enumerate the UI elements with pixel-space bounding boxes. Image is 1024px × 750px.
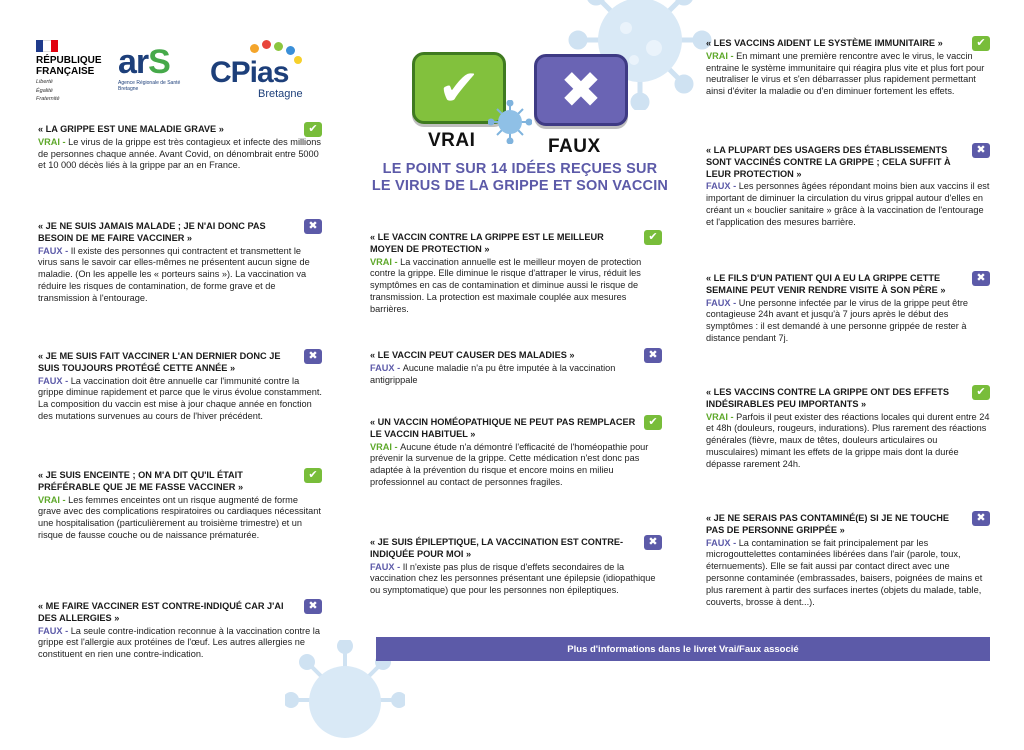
idea-item [370, 417, 662, 489]
verdict-separator: - [59, 136, 69, 147]
verdict-label: VRAI [38, 494, 60, 505]
idea-question: « UN VACCIN HOMÉOPATHIQUE NE PEUT PAS REMPLACER LE VACCIN HABITUEL » [370, 417, 636, 439]
idea-item [706, 513, 990, 608]
verdict-label: FAUX [38, 245, 63, 256]
verdict-separator: - [62, 625, 71, 636]
idea-answer [370, 363, 662, 387]
idea-explanation: La contamination se fait principalement par les microgouttelettes contaminées libérées dans l'air (parole, toux, éternuements). Elle se fait aussi par contact direct avec une personne contaminée (embrassades, baisers, poignées de mains et plus rarement à partir des surfaces inertes (objets du malade, table, couverts, brosse à dent...). [706, 537, 983, 607]
idea-question: « LES VACCINS CONTRE LA GRIPPE ONT DES EFFETS INDÉSIRABLES PEU IMPORTANTS » [706, 387, 949, 409]
idea-answer [706, 51, 990, 98]
verdict-label: VRAI [38, 136, 60, 147]
idea-explanation: Parfois il peut exister des réactions locales qui durent entre 24 et 48h (douleurs, rougeurs, indurations). Plus rarement des réactions générales (fièvre, maux de têtes, douleurs articulaires ou musculaires) mimant les effets de la grippe mais dont la durée dépasse rarement 24h. [706, 411, 990, 469]
idea-answer [370, 562, 662, 597]
idea-item [706, 387, 990, 471]
faux-badge-icon: ✖ [304, 599, 322, 614]
idea-item [38, 124, 322, 172]
logos-header [36, 40, 306, 110]
verdict-label: FAUX [38, 375, 63, 386]
idea-question: « JE ME SUIS FAIT VACCINER L'AN DERNIER DONC JE SUIS TOUJOURS PROTÉGÉ CETTE ANNÉE » [38, 351, 281, 373]
verdict-label: FAUX [706, 297, 731, 308]
idea-item [706, 38, 990, 98]
idea-item [370, 537, 662, 597]
idea-answer [370, 257, 662, 316]
verdict-separator: - [62, 375, 71, 386]
idea-explanation: Aucune étude n'a démontré l'efficacité de l'homéopathie pour prévenir la survenue de la grippe. Cette médication n'est donc pas adaptée à la prévention du risque et encore moins en milieu professionnel au contact de personnes fragiles. [370, 441, 649, 487]
faux-badge-icon: ✖ [972, 271, 990, 286]
verdict-label: VRAI [370, 256, 392, 267]
title-line-2: LE VIRUS DE LA GRIPPE ET SON VACCIN [371, 178, 669, 194]
idea-answer [706, 412, 990, 471]
idea-item [38, 221, 322, 305]
idea-item [38, 351, 322, 423]
verdict-separator: - [59, 494, 69, 505]
verdict-separator: - [727, 411, 737, 422]
idea-item [38, 470, 322, 542]
title-line-1: LE POINT SUR 14 IDÉES REÇUES SUR [382, 161, 658, 177]
idea-explanation: La vaccination doit être annuelle car l'immunité contre la grippe diminue rapidement et parce que le virus évolue constamment. La composition du vaccin est mise à jour chaque année en fonction des mutations survenues au cours de l'hiver précédent. [38, 375, 322, 421]
ars-logo [118, 44, 196, 96]
verdict-label: FAUX [370, 561, 395, 572]
vrai-badge-icon: ✔ [972, 36, 990, 51]
cpias-region: Bretagne [258, 88, 303, 100]
idea-explanation: Les femmes enceintes ont un risque augmenté de forme grave avec des complications respiratoires ou cardiaques nécessitant une hospitalisation (particulièrement au troisième trimestre) et un risque de fausse couche ou de naissance prématurée. [38, 494, 321, 540]
cpias-word: CPias [210, 56, 289, 89]
idea-explanation: La vaccination annuelle est le meilleur moyen de protection contre la grippe. Elle diminue le risque d'attraper le virus, réduit les symptômes en cas de contamination et diminue aussi le risque de transmission. La protection est maximale couplée aux mesures barrières. [370, 256, 642, 314]
vrai-label: VRAI [428, 130, 476, 151]
republique-francaise-logo [36, 40, 108, 103]
idea-item [38, 601, 322, 661]
idea-answer [38, 246, 322, 305]
verdict-label: VRAI [706, 411, 728, 422]
vrai-badge-icon: ✔ [644, 230, 662, 245]
idea-item [706, 145, 990, 229]
idea-explanation: Les personnes âgées répondant moins bien aux vaccins il est important de diminuer la circulation du virus grippal autour d'elles en créant un « bouclier sanitaire » grâce à la vaccination de l'entourage et l'application des mesures barrière. [706, 181, 990, 227]
motto-fraternite: Fraternité [36, 96, 60, 102]
idea-item [706, 273, 990, 345]
vrai-badge-icon: ✔ [304, 122, 322, 137]
ars-word-s: S [148, 43, 170, 81]
idea-question: « JE SUIS ÉPILEPTIQUE, LA VACCINATION EST CONTRE-INDIQUÉE POUR MOI » [370, 537, 624, 559]
idea-answer [38, 376, 322, 423]
page-title [370, 161, 670, 195]
idea-answer [38, 137, 322, 172]
more-info-text: Plus d'informations dans le livret Vrai/Faux associé [567, 643, 799, 655]
faux-badge-icon: ✖ [304, 349, 322, 364]
idea-explanation: Le virus de la grippe est très contagieux et infecte des millions de personnes chaque année. Avant Covid, on dénombrait entre 5000 et 10 000 décès liés à la grippe par an en France. [38, 136, 321, 171]
idea-explanation: Aucune maladie n'a pu être imputée à la vaccination antigrippale [370, 362, 616, 385]
cpias-logo [210, 40, 306, 100]
idea-item [370, 232, 662, 316]
idea-explanation: Une personne infectée par le virus de la grippe peut être contagieuse 24h avant et jusqu'à 7 jours après le début des symptômes : il est demandé à une personne grippée de rester à distance pendant 7j. [706, 297, 969, 343]
verdict-separator: - [730, 537, 739, 548]
vrai-badge-icon: ✔ [644, 415, 662, 430]
motto-egalite: Égalité [36, 87, 53, 94]
verdict-separator: - [394, 561, 403, 572]
ars-word: ar [118, 43, 149, 81]
idea-question: « LE VACCIN CONTRE LA GRIPPE EST LE MEILLEUR MOYEN DE PROTECTION » [370, 232, 604, 254]
verdict-separator: - [394, 362, 403, 373]
check-icon: ✔ [412, 52, 506, 124]
faux-badge-icon: ✖ [972, 511, 990, 526]
verdict-label: FAUX [38, 625, 63, 636]
verdict-separator: - [730, 181, 739, 192]
idea-question: « LA GRIPPE EST UNE MALADIE GRAVE » [38, 124, 224, 134]
french-flag-icon [36, 40, 58, 52]
ars-subtitle: Agence Régionale de Santé [118, 80, 181, 86]
faux-badge-icon: ✖ [304, 219, 322, 234]
republique-line1: RÉPUBLIQUE [36, 55, 102, 66]
verdict-separator: - [727, 50, 737, 61]
idea-question: « LE FILS D'UN PATIENT QUI A EU LA GRIPPE CETTE SEMAINE PEUT VENIR RENDRE VISITE À SON PÈRE » [706, 273, 946, 295]
verdict-separator: - [391, 441, 401, 452]
faux-badge-icon: ✖ [644, 348, 662, 363]
idea-question: « LA PLUPART DES USAGERS DES ÉTABLISSEMENTS SONT VACCINÉS CONTRE LA GRIPPE ; CELA SUFFIT À LEUR PROTECTION » [706, 145, 951, 179]
vrai-badge-icon: ✔ [972, 385, 990, 400]
verdict-label: FAUX [706, 537, 731, 548]
idea-item [370, 350, 662, 386]
idea-explanation: Il n'existe pas plus de risque d'effets secondaires de la vaccination chez les personnes présentant une épilepsie (idiopathique ou symptomatique) que pour les personnes non épileptiques. [370, 561, 656, 596]
verdict-label: FAUX [706, 181, 731, 192]
idea-explanation: La seule contre-indication reconnue à la vaccination contre la grippe est l'allergie aux protéines de l'œuf. Les autres allergies ne constituent en rien une contre-indication. [38, 625, 320, 660]
faux-label: FAUX [548, 136, 601, 157]
idea-question: « ME FAIRE VACCINER EST CONTRE-INDIQUÉ CAR J'AI DES ALLERGIES » [38, 601, 284, 623]
verdict-separator: - [730, 297, 739, 308]
republique-line2: FRANÇAISE [36, 66, 95, 77]
idea-question: « JE NE SERAIS PAS CONTAMINÉ(E) SI JE NE TOUCHE PAS DE PERSONNE GRIPPÉE » [706, 513, 950, 535]
faux-badge-icon: ✖ [972, 143, 990, 158]
ars-region: Bretagne [118, 86, 139, 92]
idea-answer [370, 442, 662, 489]
cross-icon: ✖ [534, 54, 628, 126]
small-virus-icon [488, 100, 532, 144]
verdict-label: VRAI [706, 50, 728, 61]
verdict-label: FAUX [370, 362, 395, 373]
faux-badge-icon: ✖ [644, 535, 662, 550]
idea-question: « LE VACCIN PEUT CAUSER DES MALADIES » [370, 350, 575, 360]
idea-question: « JE SUIS ENCEINTE ; ON M'A DIT QU'IL ÉTAIT PRÉFÉRABLE QUE JE ME FASSE VACCINER » [38, 470, 244, 492]
verdict-label: VRAI [370, 441, 392, 452]
idea-question: « JE NE SUIS JAMAIS MALADE ; JE N'AI DONC PAS BESOIN DE ME FAIRE VACCINER » [38, 221, 266, 243]
motto-liberte: Liberté [36, 79, 53, 85]
verdict-separator: - [391, 256, 401, 267]
idea-explanation: En mimant une première rencontre avec le virus, le vaccin entraine le système immunitaire qui réagira plus vite et plus fort pour neutraliser le virus et s'en débarrasser plus rapidement permettant ainsi d'éviter la maladie ou d'en diminuer fortement les effets. [706, 50, 985, 97]
idea-answer [38, 626, 322, 661]
idea-question: « LES VACCINS AIDENT LE SYSTÈME IMMUNITAIRE » [706, 38, 943, 48]
idea-answer [706, 298, 990, 345]
vrai-faux-hero [402, 50, 642, 160]
idea-explanation: Il existe des personnes qui contractent et transmettent le virus sans le savoir car elles-mêmes ne présentent aucun signe de maladie. (On les appelle les « porteurs sains »). La vaccination va réduire les risques de contamination, de forme grave et de transmission à l'entourage. [38, 245, 310, 303]
idea-answer [706, 181, 990, 228]
vrai-badge-icon: ✔ [304, 468, 322, 483]
more-info-banner [376, 637, 990, 661]
idea-answer [706, 538, 990, 609]
verdict-separator: - [62, 245, 71, 256]
idea-answer [38, 495, 322, 542]
